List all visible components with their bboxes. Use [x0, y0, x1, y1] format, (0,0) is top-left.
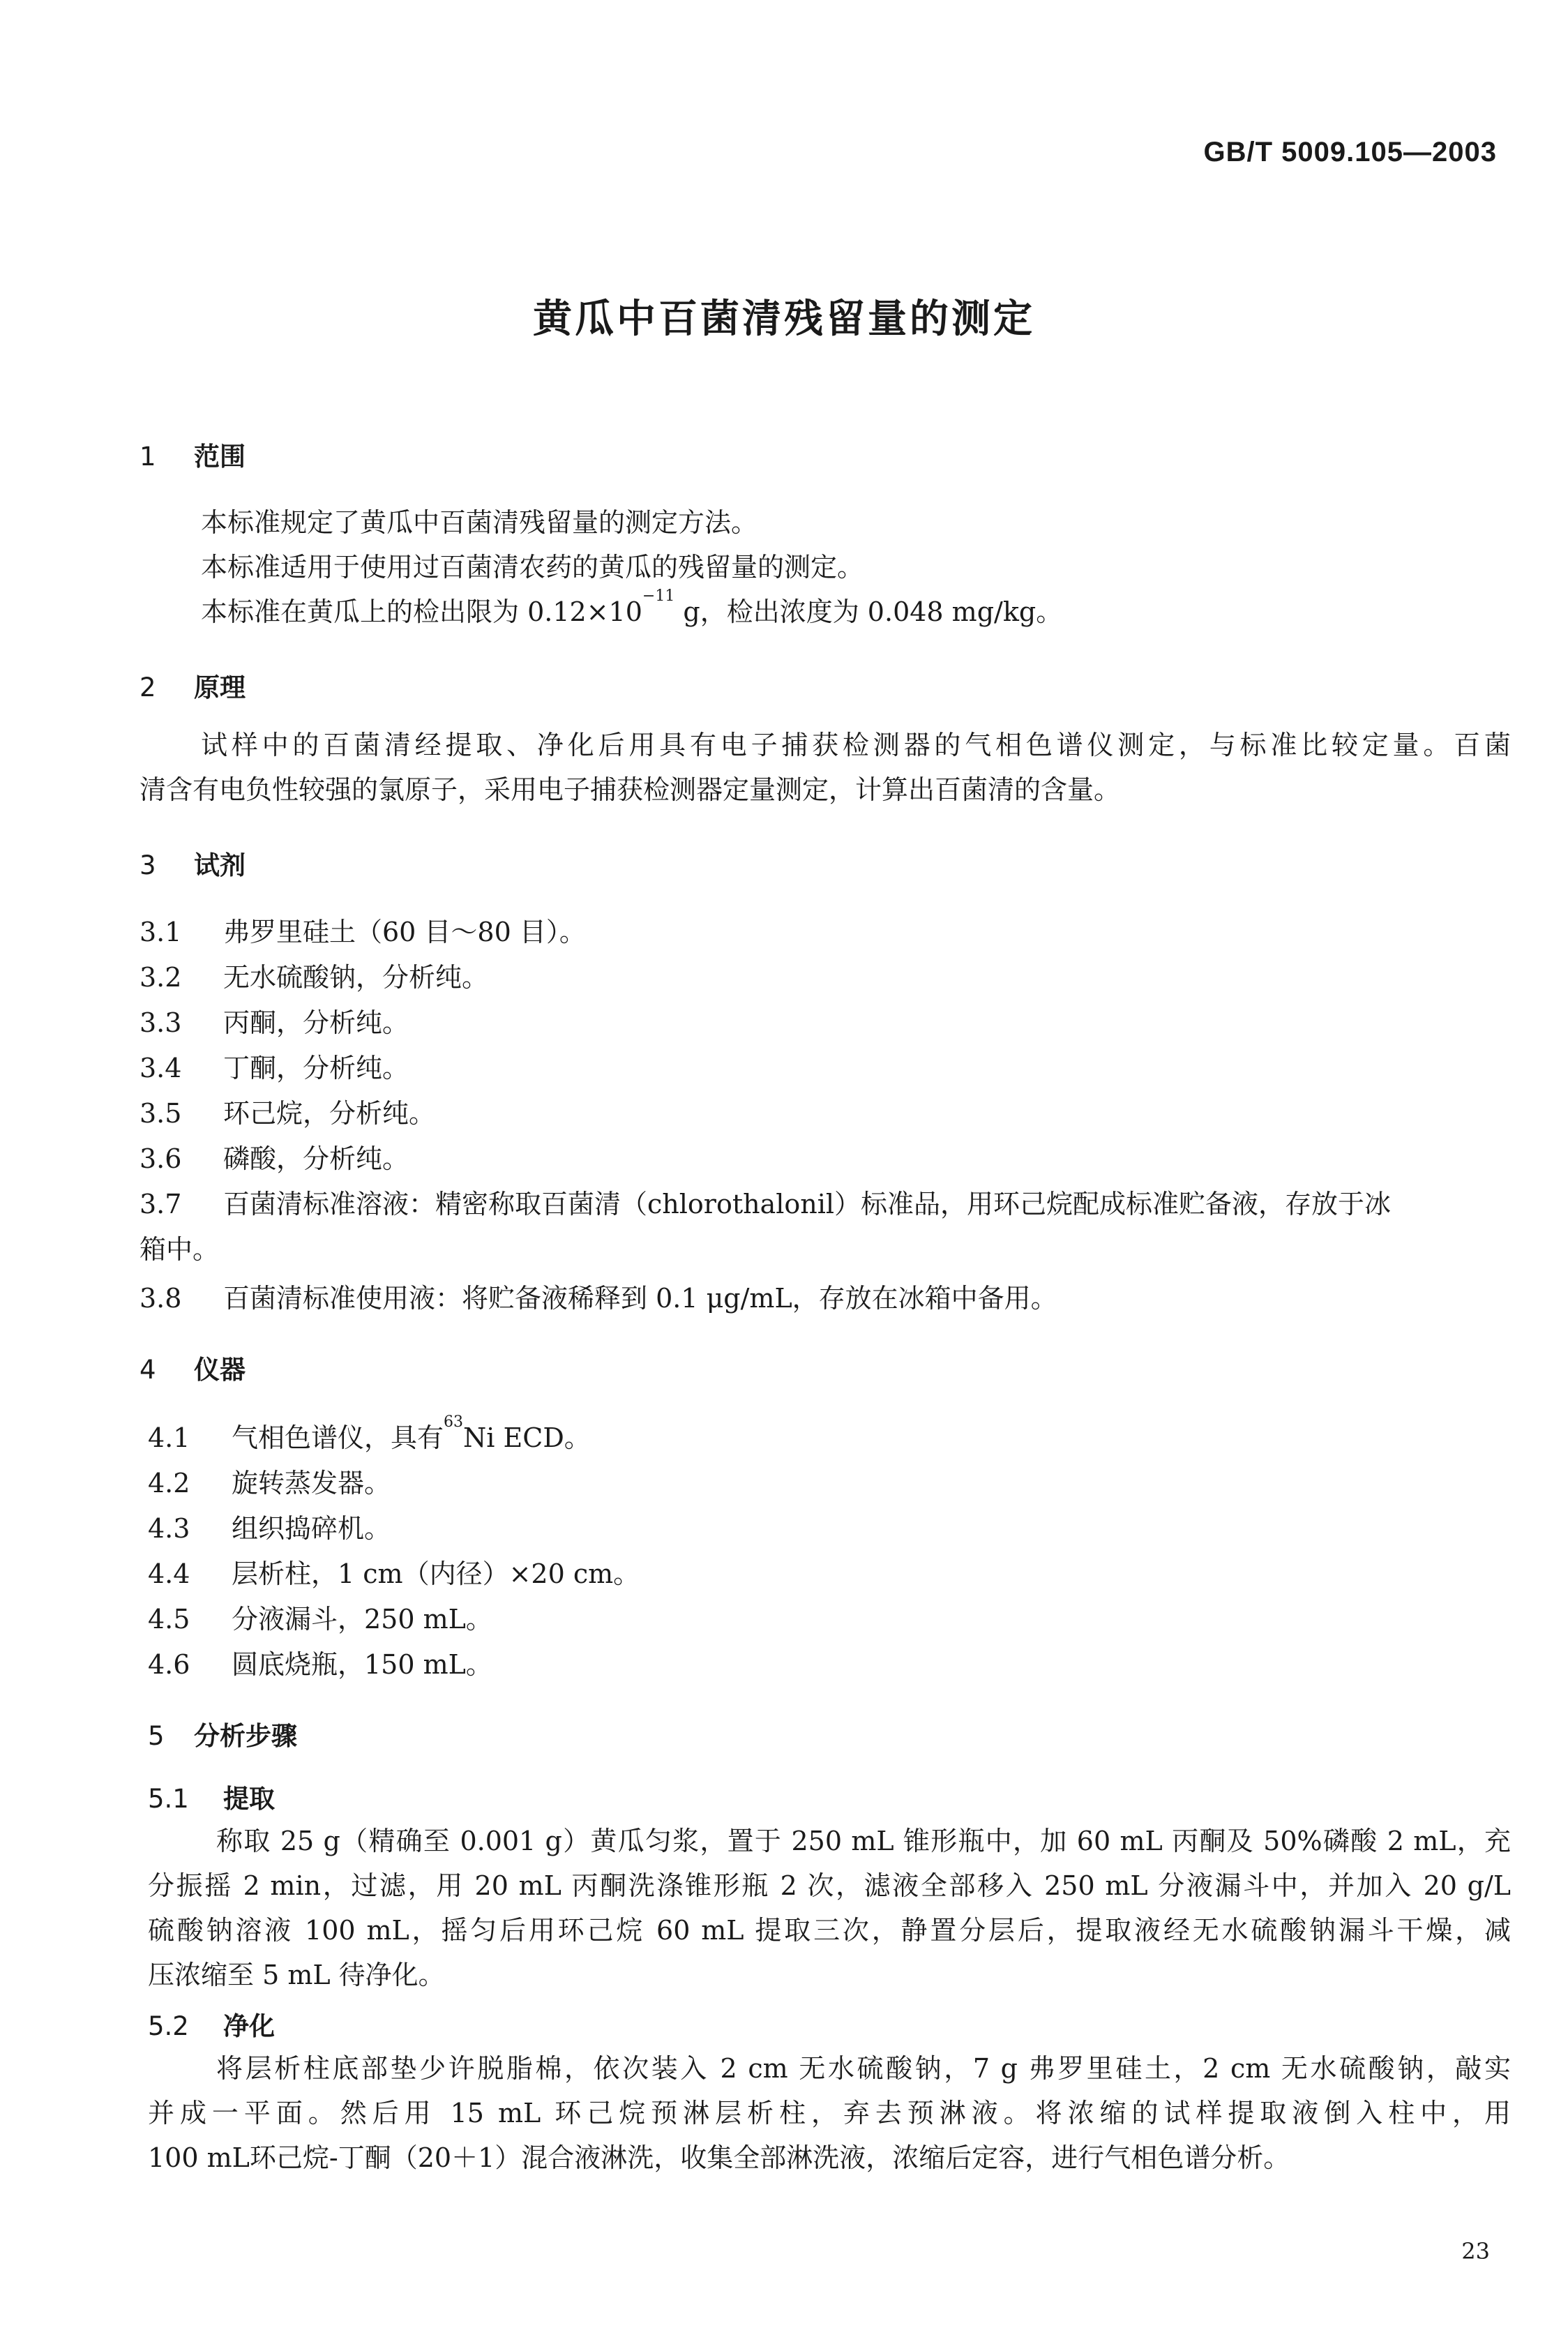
- detection-concentration-text: g，检出浓度为 0.048 mg/kg。: [674, 596, 1063, 627]
- extraction-line-2: 分振摇 2 min，过滤，用 20 mL 丙酮洗涤锥形瓶 2 次，滤液全部移入 250 mL 分液漏斗中，并加入 20 g/L: [148, 1870, 1511, 1901]
- extraction-line-1: 称取 25 g（精确至 0.001 g）黄瓜匀浆，置于 250 mL 锥形瓶中，加 60 mL 丙酮及 50%磷酸 2 mL，充: [216, 1826, 1511, 1856]
- reagent-item-continuation: [140, 1228, 219, 1266]
- section-number: 5: [148, 1721, 165, 1751]
- item-number: 3.3: [140, 1007, 182, 1038]
- item-text: 弗罗里硅土（60 目～80 目）。: [223, 917, 586, 947]
- item-number: 4.1: [148, 1422, 190, 1453]
- item-number: 3.7: [140, 1189, 182, 1219]
- subsection-title: 净化: [223, 2011, 275, 2041]
- item-text: 百菌清标准使用液：将贮备液稀释到 0.1 μg/mL，存放在冰箱中备用。: [223, 1283, 1057, 1314]
- item-number: 3.5: [140, 1098, 182, 1129]
- item-number: 3.8: [140, 1283, 182, 1314]
- scope-paragraph-1: 本标准规定了黄瓜中百菌清残留量的测定方法。: [201, 507, 758, 538]
- section-title: 范围: [194, 442, 246, 472]
- subsection-number: 5.1: [148, 1784, 189, 1814]
- item-text: 丁酮，分析纯。: [223, 1053, 409, 1083]
- section-title: 分析步骤: [194, 1721, 297, 1751]
- subsection-5-2-heading: [148, 2005, 275, 2043]
- section-number: 2: [140, 673, 156, 703]
- section-4-heading: [140, 1348, 246, 1386]
- item-text: 旋转蒸发器。: [232, 1468, 391, 1498]
- item-text: 分液漏斗，250 mL。: [232, 1604, 492, 1635]
- exponent: −11: [642, 587, 675, 605]
- item-number: 3.6: [140, 1143, 182, 1174]
- cleanup-line-1: 将层析柱底部垫少许脱脂棉，依次装入 2 cm 无水硫酸钠，7 g 弗罗里硅土，2 cm 无水硫酸钠，敲实: [216, 2053, 1511, 2084]
- item-text: Ni ECD。: [463, 1422, 591, 1453]
- apparatus-item: [148, 1462, 391, 1500]
- item-text: 百菌清标准溶液：精密称取百菌清（chlorothalonil）标准品，用环己烷配成标准贮备液，存放于冰: [223, 1189, 1392, 1219]
- apparatus-item: [148, 1507, 391, 1545]
- principle-line-1: 试样中的百菌清经提取、净化后用具有电子捕获检测器的气相色谱仪测定，与标准比较定量。百菌: [201, 730, 1511, 760]
- item-text: 气相色谱仪，具有: [232, 1422, 444, 1453]
- scope-paragraph-3: [201, 587, 1063, 629]
- item-number: 4.3: [148, 1513, 190, 1544]
- section-number: 4: [140, 1355, 156, 1385]
- principle-line-2: 清含有电负性较强的氯原子，采用电子捕获检测器定量测定，计算出百菌清的含量。: [140, 774, 1121, 805]
- apparatus-item: [148, 1413, 591, 1455]
- reagent-item: [140, 1092, 435, 1130]
- section-number: 1: [140, 442, 156, 472]
- subsection-5-1-heading: [148, 1778, 275, 1815]
- apparatus-item: [148, 1598, 492, 1636]
- item-number: 4.6: [148, 1649, 190, 1680]
- reagent-item: [140, 1277, 1057, 1315]
- reagent-item: [140, 910, 586, 949]
- section-title: 原理: [194, 673, 246, 703]
- item-number: 3.2: [140, 962, 182, 993]
- reagent-item: [140, 956, 488, 994]
- apparatus-item: [148, 1552, 640, 1591]
- item-text: 圆底烧瓶，150 mL。: [232, 1649, 492, 1680]
- extraction-line-3: 硫酸钠溶液 100 mL，摇匀后用环己烷 60 mL 提取三次，静置分层后，提取液经无水硫酸钠漏斗干燥，减: [148, 1915, 1511, 1946]
- section-3-heading: [140, 844, 246, 882]
- item-number: 3.1: [140, 917, 182, 947]
- item-text: 丙酮，分析纯。: [223, 1007, 409, 1038]
- item-text: 无水硫酸钠，分析纯。: [223, 962, 489, 993]
- item-text: 环己烷，分析纯。: [223, 1098, 436, 1129]
- subsection-number: 5.2: [148, 2011, 189, 2041]
- section-1-heading: [140, 435, 246, 473]
- cleanup-line-2: 并成一平面。然后用 15 mL 环己烷预淋层析柱，弃去预淋液。将浓缩的试样提取液倒入柱中，用: [148, 2098, 1511, 2128]
- apparatus-item: [148, 1643, 492, 1681]
- section-5-heading: [148, 1715, 297, 1752]
- page-number: 23: [1461, 2238, 1490, 2264]
- subsection-title: 提取: [223, 1784, 275, 1814]
- section-title: 仪器: [194, 1355, 246, 1385]
- item-text: 箱中。: [140, 1234, 220, 1265]
- section-number: 3: [140, 850, 156, 880]
- item-number: 4.4: [148, 1558, 190, 1589]
- reagent-item: [140, 1001, 409, 1039]
- scope-paragraph-2: 本标准适用于使用过百菌清农药的黄瓜的残留量的测定。: [201, 552, 864, 583]
- section-title: 试剂: [194, 850, 246, 880]
- item-text: 磷酸，分析纯。: [223, 1143, 409, 1174]
- reagent-item: [140, 1182, 1391, 1221]
- cleanup-line-3: 100 mL环己烷-丁酮（20＋1）混合液淋洗，收集全部淋洗液，浓缩后定容，进行气相色谱分析。: [148, 2142, 1290, 2173]
- item-number: 3.4: [140, 1053, 182, 1083]
- item-number: 4.5: [148, 1604, 190, 1635]
- extraction-line-4: 压浓缩至 5 mL 待净化。: [148, 1960, 445, 1990]
- reagent-item: [140, 1046, 409, 1085]
- item-text: 层析柱，1 cm（内径）×20 cm。: [232, 1558, 640, 1589]
- reagent-item: [140, 1137, 409, 1175]
- section-2-heading: [140, 666, 246, 704]
- item-number: 4.2: [148, 1468, 190, 1498]
- standard-number: GB/T 5009.105—2003: [1203, 137, 1497, 167]
- detection-limit-text: 本标准在黄瓜上的检出限为 0.12×10: [201, 596, 642, 627]
- item-text: 组织捣碎机。: [232, 1513, 391, 1544]
- isotope-mass-number: 63: [444, 1413, 464, 1431]
- document-title: 黄瓜中百菌清残留量的测定: [533, 296, 1035, 342]
